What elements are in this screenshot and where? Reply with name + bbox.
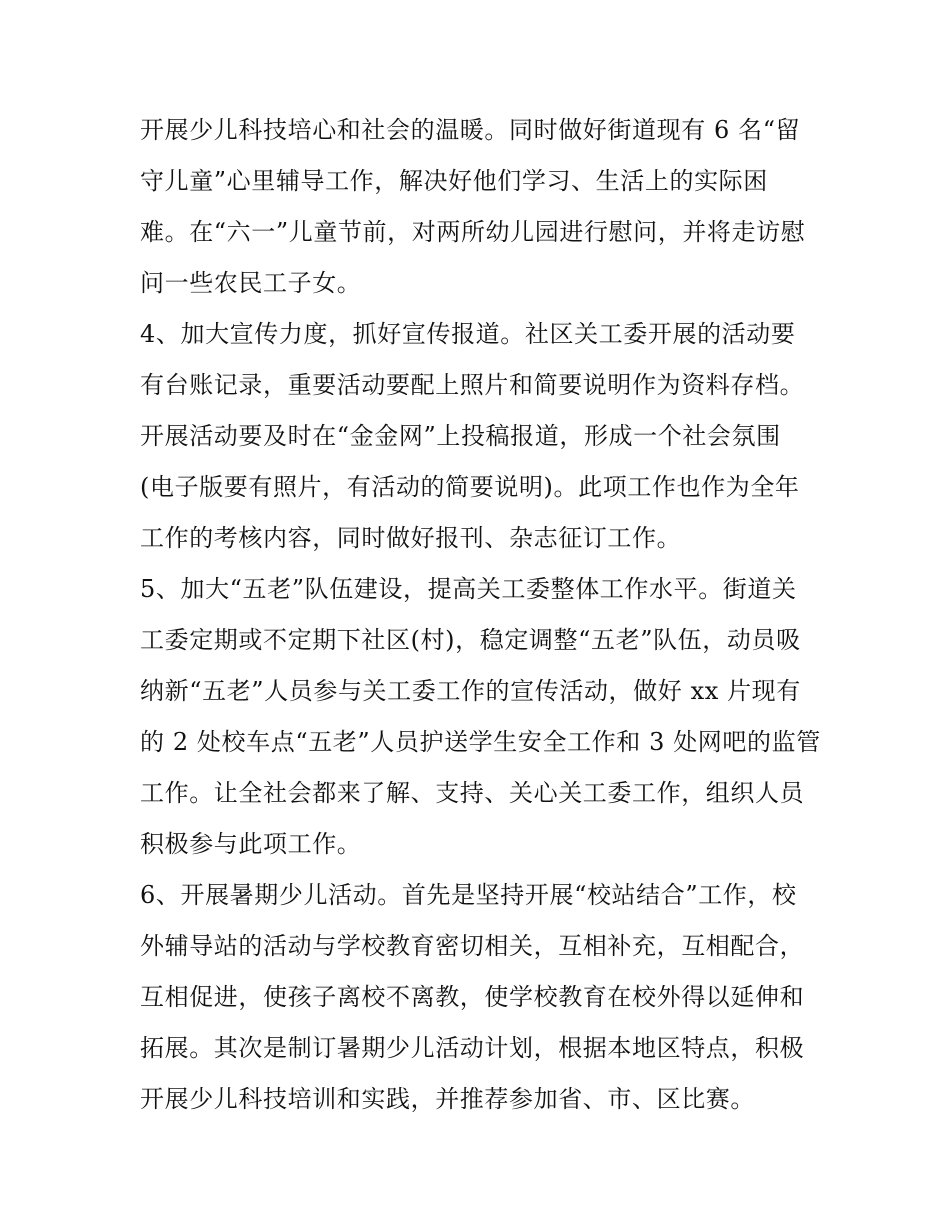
text-line: 开展少儿科技培心和社会的温暖。同时做好街道现有 6 名“留	[140, 116, 801, 144]
text-line: 5、加大“五老”队伍建设，提高关工委整体工作水平。街道关	[140, 575, 797, 603]
text-line: 开展活动要及时在“金金网”上投稿报道，形成一个社会氛围	[140, 422, 781, 450]
text-line: 工委定期或不定期下社区(村)，稳定调整“五老”队伍，动员吸	[140, 626, 801, 654]
text-line: 问一些农民工子女。	[140, 269, 362, 297]
text-line: 工作的考核内容，同时做好报刊、杂志征订工作。	[140, 524, 682, 552]
text-line: 的 2 处校车点“五老”人员护送学生安全工作和 3 处网吧的监管	[140, 728, 821, 756]
text-line: 积极参与此项工作。	[140, 830, 362, 858]
text-line: 6、开展暑期少儿活动。首先是坚持开展“校站结合”工作，校	[140, 881, 797, 909]
text-line: 工作。让全社会都来了解、支持、关心关工委工作，组织人员	[140, 779, 805, 807]
text-line: 难。在“六一”儿童节前，对两所幼儿园进行慰问，并将走访慰	[140, 218, 806, 246]
text-line: 有台账记录，重要活动要配上照片和简要说明作为资料存档。	[140, 371, 805, 399]
text-line: 4、加大宣传力度，抓好宣传报道。社区关工委开展的活动要	[140, 320, 796, 348]
text-line: 纳新“五老”人员参与关工委工作的宣传活动，做好 xx 片现有	[140, 677, 801, 705]
text-line: 外辅导站的活动与学校教育密切相关，互相补充，互相配合，	[140, 932, 805, 960]
text-line: 开展少儿科技培训和实践，并推荐参加省、市、区比赛。	[140, 1085, 755, 1113]
text-line: 守儿童”心里辅导工作，解决好他们学习、生活上的实际困	[140, 167, 768, 195]
text-line: 拓展。其次是制订暑期少儿活动计划，根据本地区特点，积极	[140, 1034, 805, 1062]
text-line: 互相促进，使孩子离校不离教，使学校教育在校外得以延伸和	[140, 983, 805, 1011]
document-body	[140, 105, 820, 1125]
text-line: (电子版要有照片，有活动的简要说明)。此项工作也作为全年	[140, 473, 800, 501]
